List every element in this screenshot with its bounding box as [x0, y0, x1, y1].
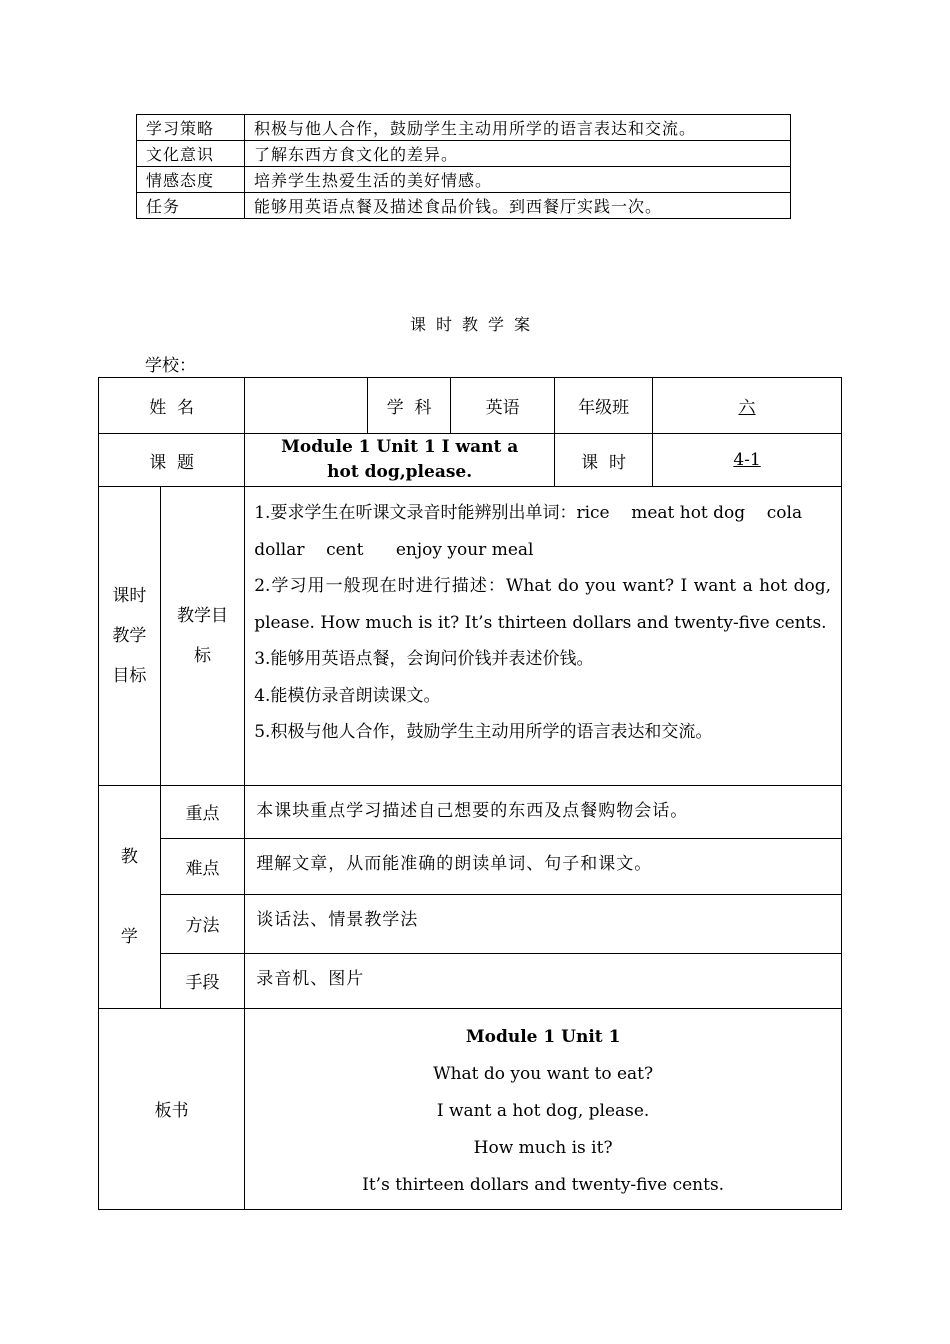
board-line: It’s thirteen dollars and twenty-five cents.: [362, 1174, 725, 1195]
period-value: 4-1: [733, 450, 761, 470]
grade-value: 六: [738, 398, 756, 418]
label-line: 教: [120, 846, 138, 867]
table-row: [137, 193, 791, 219]
row-label: 任务: [137, 193, 245, 219]
name-label: 姓 名: [99, 378, 245, 434]
row-label: 文化意识: [137, 141, 245, 167]
teaching-value: 录音机、图片: [245, 953, 842, 1008]
objectives-outer-label: [99, 487, 161, 786]
board-row: [99, 1008, 842, 1209]
row-value: 培养学生热爱生活的美好情感。: [245, 167, 791, 193]
board-line: I want a hot dog, please.: [436, 1100, 650, 1121]
teaching-row: [99, 785, 842, 838]
row-value: 能够用英语点餐及描述食品价钱。到西餐厅实践一次。: [245, 193, 791, 219]
row-value: 积极与他人合作，鼓励学生主动用所学的语言表达和交流。: [245, 115, 791, 141]
teaching-label: 重点: [160, 785, 245, 838]
objectives-inner-label: [160, 487, 245, 786]
board-line: What do you want to eat?: [433, 1063, 654, 1084]
label-line: 教学目: [176, 605, 228, 626]
teaching-label: 手段: [160, 953, 245, 1008]
lesson-plan-table: [98, 377, 842, 1210]
table-row: [137, 115, 791, 141]
table-row: [137, 141, 791, 167]
label-line: 学: [120, 926, 138, 947]
teaching-value: 谈话法、情景教学法: [245, 894, 842, 953]
objectives-list: [245, 487, 842, 786]
row-label: 情感态度: [137, 167, 245, 193]
period-label: 课 时: [555, 434, 653, 487]
page-title: 课时教学案: [409, 315, 540, 334]
board-heading: Module 1 Unit 1: [465, 1026, 621, 1047]
school-label: 学校：: [145, 356, 196, 376]
topic-row: [99, 434, 842, 487]
label-line: 课时: [112, 585, 147, 606]
objective-line: 1.要求学生在听课文录音时能辨别出单词：rice meat hot dog cola: [254, 503, 803, 523]
row-value: 了解东西方食文化的差异。: [245, 141, 791, 167]
objective-line: dollar cent enjoy your meal: [254, 539, 534, 560]
top-table: [136, 114, 791, 219]
teaching-value: 理解文章，从而能准确的朗读单词、句子和课文。: [245, 838, 842, 894]
objective-line: please. How much is it? It’s thirteen dollars and twenty-five cents.: [254, 612, 827, 633]
board-content: [245, 1008, 842, 1209]
teaching-label: 方法: [160, 894, 245, 953]
objective-line: 4.能模仿录音朗读课文。: [254, 685, 441, 706]
table-row: [137, 167, 791, 193]
teaching-value: 本课块重点学习描述自己想要的东西及点餐购物会话。: [245, 785, 842, 838]
teaching-row: [99, 894, 842, 953]
header-row: [99, 378, 842, 434]
subject-value: 英语: [451, 378, 555, 434]
objectives-row: [99, 487, 842, 786]
topic-label: 课 题: [99, 434, 245, 487]
grade-label: 年级班: [555, 378, 653, 434]
teaching-row: [99, 838, 842, 894]
teaching-label: 难点: [160, 838, 245, 894]
board-line: How much is it?: [473, 1137, 613, 1158]
objective-line: 3.能够用英语点餐，会询问价钱并表述价钱。: [254, 649, 594, 669]
label-line: 教学: [112, 625, 147, 646]
row-label: 学习策略: [137, 115, 245, 141]
topic-value: Module 1 Unit 1 I want a hot dog,please.: [245, 434, 555, 487]
name-value: [245, 378, 368, 434]
label-line: 标: [193, 645, 211, 666]
label-line: 目标: [112, 665, 147, 686]
teaching-outer-label: [99, 785, 161, 1008]
board-label: 板书: [99, 1008, 245, 1209]
objective-line: 5.积极与他人合作，鼓励学生主动用所学的语言表达和交流。: [254, 722, 713, 742]
teaching-row: [99, 953, 842, 1008]
objective-line: 2.学习用一般现在时进行描述：What do you want? I want a hot dog,: [254, 576, 831, 596]
subject-label: 学 科: [368, 378, 451, 434]
